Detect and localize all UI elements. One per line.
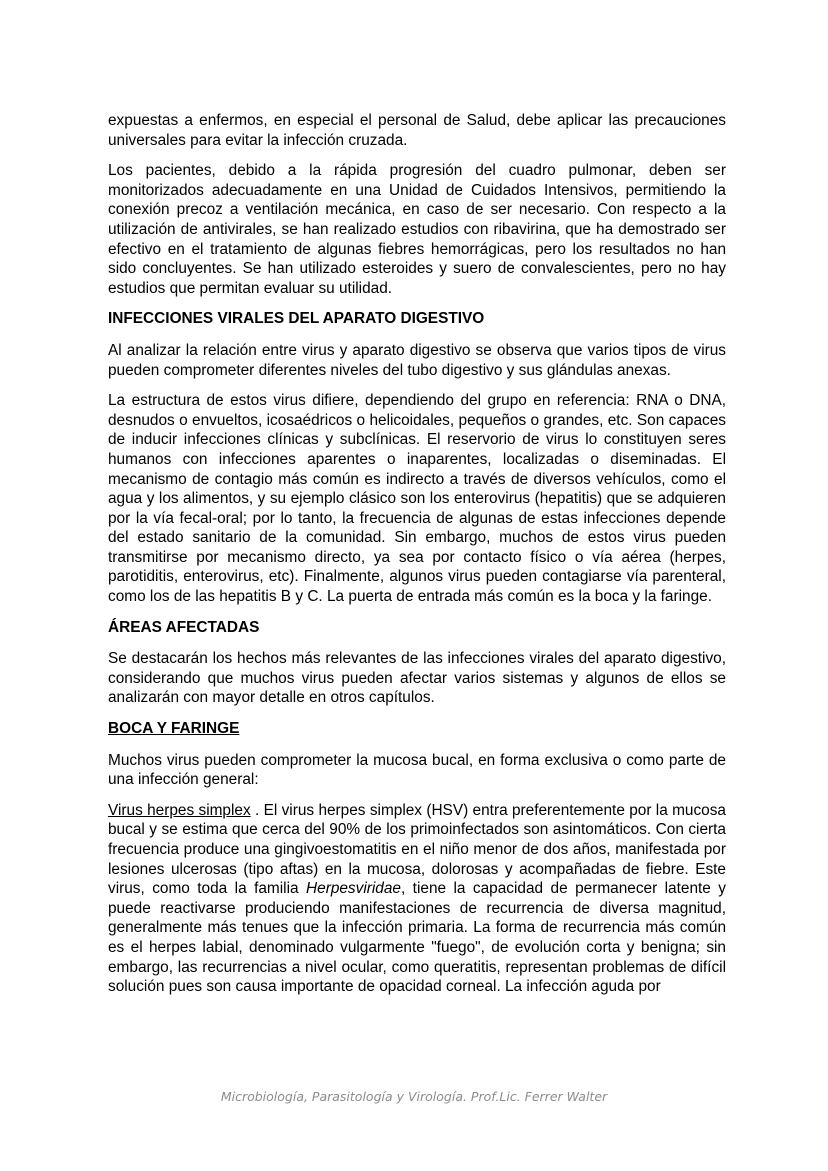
paragraph-relacion-virus: Al analizar la relación entre virus y aparato digestivo se observa que varios tipos de virus pueden comprometer diferentes niveles del tubo digestivo y sus glándulas anexas. [108, 341, 726, 379]
document-body [108, 111, 726, 1008]
section-heading-boca-faringe: BOCA Y FARINGE [108, 720, 240, 738]
term-virus-herpes-simplex: Virus herpes simplex [108, 801, 251, 819]
paragraph-precauciones: expuestas a enfermos, en especial el personal de Salud, debe aplicar las precauciones universales para evitar la infección cruzada. [108, 112, 726, 149]
paragraph-estructura-virus: La estructura de estos virus difiere, dependiendo del grupo en referencia: RNA o DNA, desnudos o envueltos, icosaédricos o helicoidales, pequeños o grandes, etc. Son capaces de inducir infecciones clínicas y subclínicas. El reservorio de virus lo constituyen seres humanos con infecciones aparentes o inaparentes, localizadas o diseminadas. El mecanismo de contagio más común es indirecto a través de diversos vehículos, como el agua y los alimentos, y su ejemplo clásico son los enterovirus (hepatitis) que se adquieren por la vía fecal-oral; por lo tanto, la frecuencia de algunas de estas infecciones depende del estado sanitario de la comunidad. Sin embargo, muchos de estos virus pueden transmitirse por mecanismo directo, ya sea por contacto físico o vía aérea (herpes, parotiditis, enterovirus, etc). Finalmente, algunos virus pueden contagiarse vía parenteral, como los de las hepatitis B y C. La puerta de entrada más común es la boca y la faringe. [108, 392, 726, 606]
paragraph-tratamiento: Los pacientes, debido a la rápida progresión del cuadro pulmonar, deben ser monitorizados adecuadamente en una Unidad de Cuidados Intensivos, permitiendo la conexión precoz a ventilación mecánica, en caso de ser necesario. Con respecto a la utilización de antivirales, se han realizado estudios con ribavirina, que ha demostrado ser efectivo en el tratamiento de algunas fiebres hemorrágicas, pero los resultados no han sido concluyentes. Se han utilizado esteroides y suero de convalescientes, pero no hay estudios que permitan evaluar su utilidad. [108, 162, 726, 297]
paragraph-mucosa-bucal: Muchos virus pueden comprometer la mucosa bucal, en forma exclusiva o como parte de una infección general: [108, 751, 726, 789]
paragraph-herpes-simplex [108, 801, 726, 997]
herpes-text-part-2: , tiene la capacidad de permanecer latente y puede reactivarse produciendo manifestaciones de recurrencia de diversa magnitud, generalmente más tenues que la infección primaria. La forma de recurrencia más común es el herpes labial, denominado vulgarmente "fuego", de evolución corta y benigna; sin embargo, las recurrencias a nivel ocular, como queratitis, representan problemas de difícil solución pues son causa importante de opacidad corneal. La infección aguda por [108, 880, 726, 996]
section-heading-areas-afectadas: ÁREAS AFECTADAS [108, 618, 260, 636]
page-footer: Microbiología, Parasitología y Virología. Prof.Lic. Ferrer Walter [220, 1089, 608, 1104]
herpes-text-part-1: . El virus herpes simplex (HSV) entra preferentemente por la mucosa bucal y se estima que cerca del 90% de los primoinfectados son asintomáticos. Con cierta frecuencia produce una gingivoestomatitis en el niño menor de dos años, manifestada por lesiones ulcerosas (tipo aftas) en la mucosa, dolorosas y acompañadas de fiebre. Este virus, como toda la familia [108, 801, 726, 898]
term-herpesviridae: Herpesviridae [306, 880, 401, 898]
paragraph-hechos-relevantes: Se destacarán los hechos más relevantes de las infecciones virales del aparato digestivo, considerando que muchos virus pueden afectar varios sistemas y algunos de ellos se analizarán con mayor detalle en otros capítulos. [108, 650, 726, 707]
section-heading-infecciones-virales: INFECCIONES VIRALES DEL APARATO DIGESTIVO [108, 310, 485, 328]
